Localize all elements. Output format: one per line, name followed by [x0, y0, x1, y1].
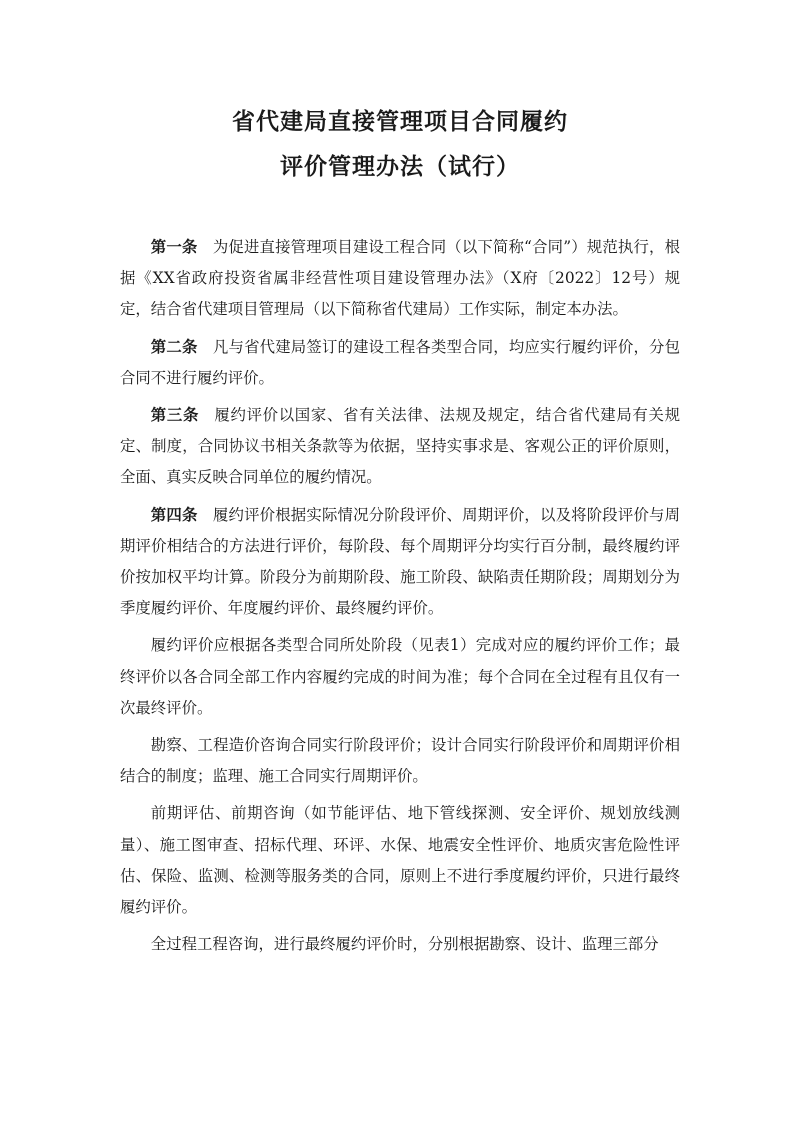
paragraph-service-contracts	[120, 798, 680, 923]
article-label: 第一条	[150, 238, 198, 256]
paragraph-text: 前期评估、前期咨询（如节能评估、地下管线探测、安全评价、规划放线测量）、施工图审查、招标代理、环评、水保、地震安全性评价、地质灾害危险性评估、保险、监测、检测等服务类的合同，原则上不进行季度履约评价，只进行最终履约评价。	[120, 804, 680, 917]
paragraph-article-1	[120, 232, 680, 326]
paragraph-contract-types	[120, 730, 680, 792]
paragraph-text: 全过程工程咨询，进行最终履约评价时，分别根据勘察、设计、监理三部分	[150, 935, 659, 954]
article-label: 第四条	[150, 505, 198, 524]
paragraph-article-3	[120, 400, 680, 494]
paragraph-full-process-consulting	[120, 929, 680, 960]
paragraph-text: 履约评价以国家、省有关法律、法规及规定，结合省代建局有关规定、制度，合同协议书相关条款等为依据，坚持实事求是、客观公正的评价原则，全面、真实反映合同单位的履约情况。	[120, 406, 680, 487]
paragraph-text: 履约评价应根据各类型合同所处阶段（见表1）完成对应的履约评价工作；最终评价以各合同全部工作内容履约完成的时间为准；每个合同在全过程有且仅有一次最终评价。	[120, 636, 680, 717]
paragraph-text: 为促进直接管理项目建设工程合同（以下简称“合同”）规范执行，根据《XX省政府投资省属非经营性项目建设管理办法》（X府〔2022〕12号）规定，结合省代建项目管理局（以下简称省代建局）工作实际，制定本办法。	[120, 238, 680, 319]
paragraph-text: 凡与省代建局签订的建设工程各类型合同，均应实行履约评价，分包合同不进行履约评价。	[120, 337, 680, 387]
article-label: 第三条	[150, 406, 200, 425]
document-title-line-1: 省代建局直接管理项目合同履约	[232, 109, 568, 135]
paragraph-text: 勘察、工程造价咨询合同实行阶段评价；设计合同实行阶段评价和周期评价相结合的制度；监理、施工合同实行周期评价。	[120, 736, 680, 786]
document-body	[120, 232, 680, 966]
paragraph-stage-mapping	[120, 630, 680, 724]
paragraph-article-4	[120, 500, 680, 625]
paragraph-text: 履约评价根据实际情况分阶段评价、周期评价，以及将阶段评价与周期评价相结合的方法进行评价，每阶段、每个周期评分均实行百分制，最终履约评价按加权平均计算。阶段分为前期阶段、施工阶段、缺陷责任期阶段；周期划分为季度履约评价、年度履约评价、最终履约评价。	[120, 505, 680, 618]
article-label: 第二条	[150, 337, 198, 356]
document-title-line-2: 评价管理办法（试行）	[280, 154, 520, 180]
paragraph-article-2	[120, 332, 680, 394]
